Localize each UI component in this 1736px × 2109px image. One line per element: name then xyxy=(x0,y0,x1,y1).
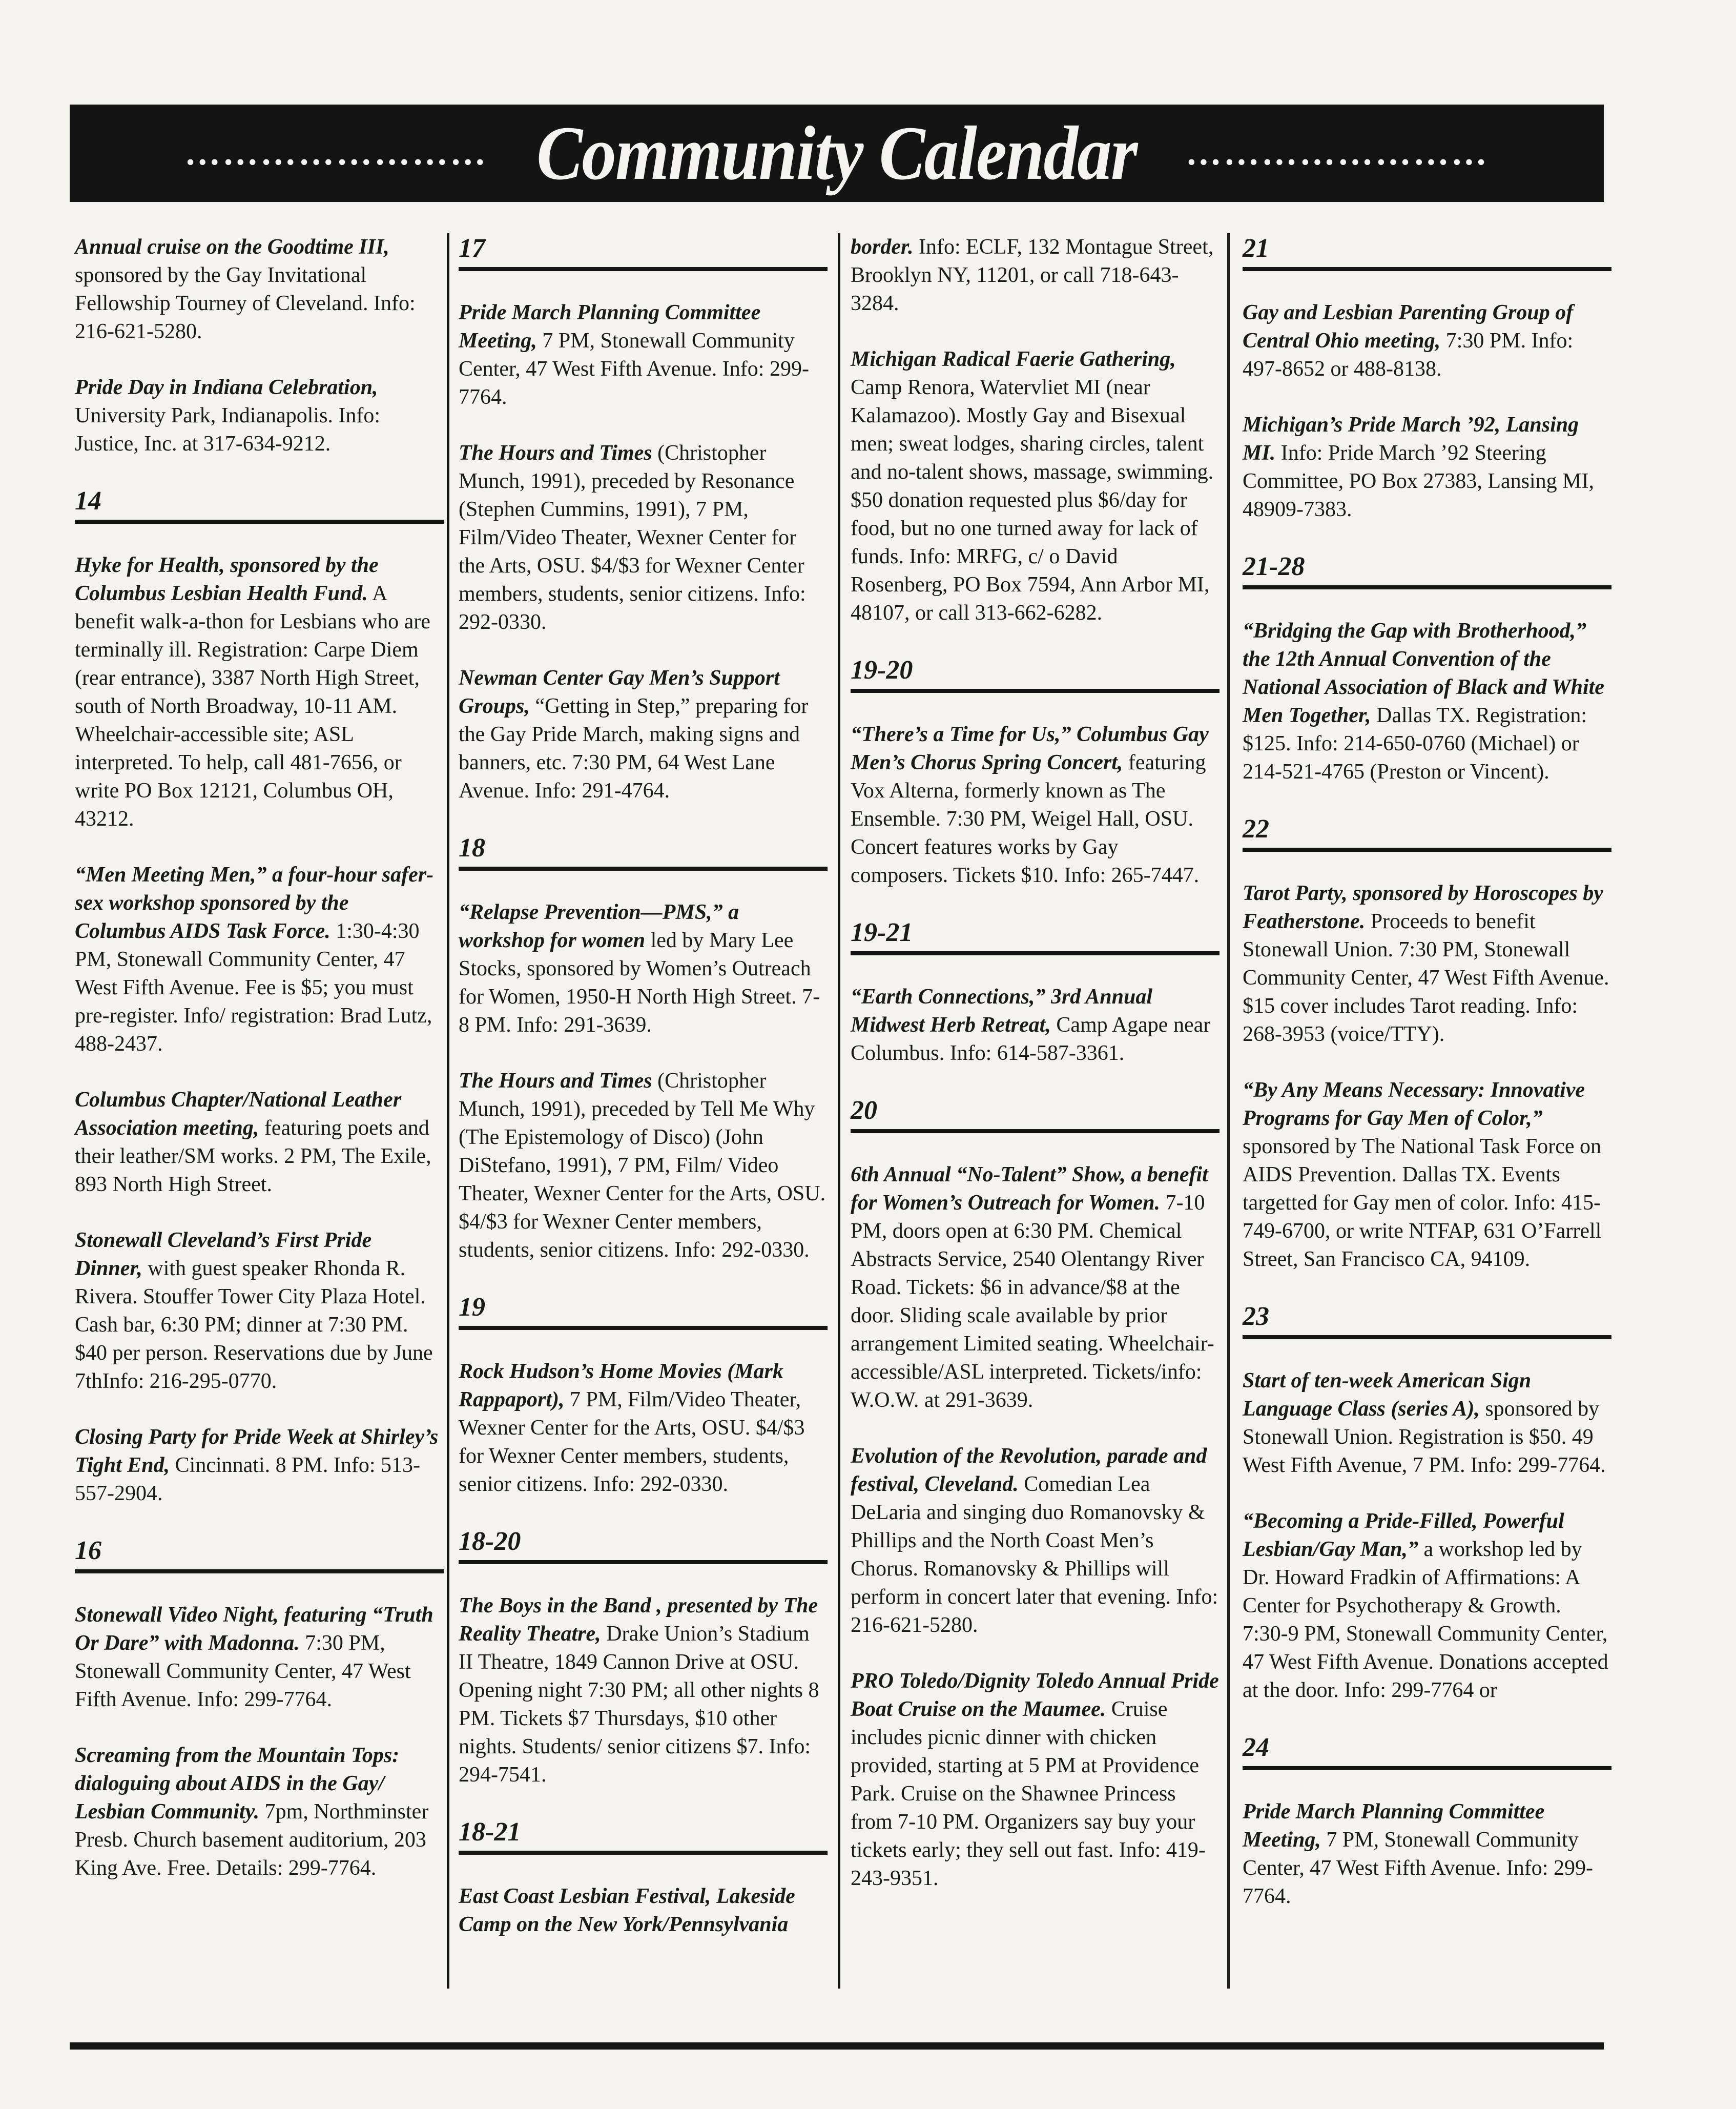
event-details: sponsored by The National Task Force on AIDS Prevention. Dallas TX. Events targetted for Gay men of color. Info: 415-749-6700, or write NTFAP, 631 O’Farrell Street, San Francisco CA, 94109. xyxy=(1243,1135,1602,1271)
event-details: 7-10 PM, doors open at 6:30 PM. Chemical Abstracts Service, 2540 Olentangy River Road. Tickets: $6 in advance/$8 at the door. Sliding scale available by prior arrangement Limited seating. Wheelchair-accessible/ASL interpreted. Tickets/info: W.O.W. at 291-3639. xyxy=(851,1191,1214,1412)
event-title: Pride March Planning Committee Meeting, xyxy=(1243,1800,1545,1852)
event-listing xyxy=(1243,1507,1611,1705)
date-label: 21-28 xyxy=(1243,552,1305,581)
event-details: Info: ECLF, 132 Montague Street, Brooklyn NY, 11201, or call 718-643-3284. xyxy=(851,235,1214,315)
event-title: East Coast Lesbian Festival, Lakeside Camp on the New York/Pennsylvania xyxy=(459,1885,795,1936)
event-title: Rock Hudson’s Home Movies (Mark Rappaport), xyxy=(459,1360,783,1411)
event-listing xyxy=(851,721,1220,890)
date-label: 19 xyxy=(459,1293,485,1322)
date-heading xyxy=(1243,233,1611,271)
event-title: The Boys in the Band , presented by The Reality Theatre, xyxy=(459,1594,818,1646)
event-title: Tarot Party, sponsored by Horoscopes by Featherstone. xyxy=(1243,882,1603,933)
event-listing xyxy=(1243,411,1611,524)
event-details: sponsored by Stonewall Union. Registration is $50. 49 West Fifth Avenue, 7 PM. Info: 299-7764. xyxy=(1243,1397,1606,1477)
event-title: “By Any Means Necessary: Innovative Programs for Gay Men of Color,” xyxy=(1243,1078,1585,1130)
event-details: 1:30-4:30 PM, Stonewall Community Center, 47 West Fifth Avenue. Fee is $5; you must pre-register. Info/ registration: Brad Lutz, 488-2437. xyxy=(75,919,432,1056)
event-title: Pride Day in Indiana Celebration, xyxy=(75,376,378,399)
event-title: Gay and Lesbian Parenting Group of Central Ohio meeting, xyxy=(1243,301,1574,353)
event-title: “Relapse Prevention—PMS,” a workshop for women xyxy=(459,900,739,952)
date-label: 16 xyxy=(75,1536,101,1565)
event-listing xyxy=(851,1667,1220,1893)
page-title: Community Calendar xyxy=(536,111,1137,196)
date-heading xyxy=(75,486,444,524)
date-label: 20 xyxy=(851,1096,877,1125)
event-details: A benefit walk-a-thon for Lesbians who are terminally ill. Registration: Carpe Diem (rear entrance), 3387 North High Street, south of North Broadway, 10-11 AM. Wheelchair-accessible site; ASL interpreted. To help, call 481-7656, or write PO Box 12121, Columbus OH, 43212. xyxy=(75,582,430,831)
event-details: Camp Renora, Watervliet MI (near Kalamazoo). Mostly Gay and Bisexual men; sweat lodges, sharing circles, talent and no-talent shows, massage, swimming. $50 donation requested plus $6/day for food, but no one turned away for lack of funds. Info: MRFG, c/ o David Rosenberg, PO Box 7594, Ann Arbor MI, 48107, or call 313-662-6282. xyxy=(851,376,1214,625)
event-title: Stonewall Video Night, featuring “Truth Or Dare” with Madonna. xyxy=(75,1603,433,1655)
event-details: sponsored by the Gay Invitational Fellowship Tourney of Cleveland. Info: 216-621-5280. xyxy=(75,263,416,343)
date-heading xyxy=(1243,1732,1611,1770)
event-listing xyxy=(1243,617,1611,786)
date-heading xyxy=(1243,1301,1611,1339)
event-details: Camp Agape near Columbus. Info: 614-587-3361. xyxy=(851,1013,1211,1065)
event-details: 7 PM, Film/Video Theater, Wexner Center for the Arts, OSU. $4/$3 for Wexner Center members, students, senior citizens. Info: 292-0330. xyxy=(459,1388,805,1496)
date-rule xyxy=(1243,267,1611,271)
event-listing xyxy=(75,374,444,458)
event-title: Newman Center Gay Men’s Support Groups, xyxy=(459,666,780,718)
event-listing xyxy=(1243,1367,1611,1480)
event-listing xyxy=(851,1442,1220,1640)
calendar-column-4 xyxy=(1243,233,1611,1938)
event-listing xyxy=(1243,299,1611,383)
event-listing xyxy=(851,345,1220,627)
column-divider xyxy=(1227,233,1230,1989)
footer-rule xyxy=(70,2042,1604,2050)
event-details: featuring Vox Alterna, formerly known as The Ensemble. 7:30 PM, Weigel Hall, OSU. Concert features works by Gay composers. Tickets $10. Info: 265-7447. xyxy=(851,751,1206,887)
event-listing xyxy=(75,1742,444,1882)
event-title: 6th Annual “No-Talent” Show, a benefit for Women’s Outreach for Women. xyxy=(851,1163,1208,1215)
calendar-column-2 xyxy=(459,233,828,1967)
event-listing xyxy=(75,1423,444,1508)
event-title: Screaming from the Mountain Tops: dialoguing about AIDS in the Gay/ Lesbian Community. xyxy=(75,1744,400,1824)
event-listing xyxy=(459,439,828,637)
event-details: 7pm, Northminster Presb. Church basement auditorium, 203 King Ave. Free. Details: 299-7764. xyxy=(75,1800,429,1880)
event-title: “Bridging the Gap with Brotherhood,” the 12th Annual Convention of the National Association of Black and White Men Together, xyxy=(1243,619,1604,727)
event-title: The Hours and Times xyxy=(459,1069,652,1093)
date-label: 17 xyxy=(459,234,485,263)
date-label: 19-21 xyxy=(851,918,913,947)
event-details: led by Mary Lee Stocks, sponsored by Women’s Outreach for Women, 1950-H North High Street. 7-8 PM. Info: 291-3639. xyxy=(459,929,820,1037)
date-label: 18-21 xyxy=(459,1817,521,1847)
event-details: Info: Pride March ’92 Steering Committee, PO Box 27383, Lansing MI, 48909-7383. xyxy=(1243,441,1594,521)
event-details: 7:30 PM. Info: 497-8652 or 488-8138. xyxy=(1243,329,1574,381)
event-listing xyxy=(851,233,1220,318)
date-rule xyxy=(459,1560,828,1564)
event-listing xyxy=(75,1226,444,1396)
date-heading xyxy=(851,1095,1220,1133)
event-title: “There’s a Time for Us,” Columbus Gay Men’s Chorus Spring Concert, xyxy=(851,723,1209,774)
event-title: Columbus Chapter/National Leather Association meeting, xyxy=(75,1088,402,1140)
event-title: Hyke for Health, sponsored by the Columbus Lesbian Health Fund. xyxy=(75,554,379,605)
event-title: “Men Meeting Men,” a four-hour safer-sex workshop sponsored by the Columbus AIDS Task Force. xyxy=(75,863,434,943)
date-heading xyxy=(459,1526,828,1564)
event-details: featuring poets and their leather/SM works. 2 PM, The Exile, 893 North High Street. xyxy=(75,1116,431,1196)
date-label: 21 xyxy=(1243,234,1269,263)
date-rule xyxy=(1243,585,1611,589)
event-title: The Hours and Times xyxy=(459,441,652,465)
date-rule xyxy=(851,951,1220,955)
date-heading xyxy=(75,1535,444,1573)
event-title: Evolution of the Revolution, parade and festival, Cleveland. xyxy=(851,1444,1207,1496)
date-label: 24 xyxy=(1243,1733,1269,1762)
event-listing xyxy=(459,1882,828,1939)
event-listing xyxy=(75,1601,444,1714)
date-label: 14 xyxy=(75,486,101,516)
date-label: 18 xyxy=(459,833,485,863)
event-details: with guest speaker Rhonda R. Rivera. Stouffer Tower City Plaza Hotel. Cash bar, 6:30 PM; dinner at 7:30 PM. $40 per person. Reservations due by June 7thInfo: 216-295-0770. xyxy=(75,1257,433,1393)
event-details: Drake Union’s Stadium II Theatre, 1849 Cannon Drive at OSU. Opening night 7:30 PM; all other nights 8 PM. Tickets $7 Thursdays, $10 other nights. Students/ senior citizens $7. Info: 294-7541. xyxy=(459,1622,819,1787)
event-listing xyxy=(1243,1076,1611,1274)
event-title: Stonewall Cleveland’s First Pride Dinner, xyxy=(75,1228,372,1280)
event-title: Start of ten-week American Sign Language Class (series A), xyxy=(1243,1369,1532,1421)
event-title: Pride March Planning Committee Meeting, xyxy=(459,301,761,353)
event-details: Cruise includes picnic dinner with chicken provided, starting at 5 PM at Providence Park. Cruise on the Shawnee Princess from 7-10 PM. Organizers say buy your tickets early; they sell out fast. Info: 419-243-9351. xyxy=(851,1697,1206,1890)
event-listing xyxy=(1243,1798,1611,1911)
column-divider xyxy=(838,233,840,1989)
event-listing xyxy=(1243,879,1611,1049)
date-heading xyxy=(851,655,1220,693)
date-heading xyxy=(459,1292,828,1330)
date-heading xyxy=(1243,551,1611,589)
event-details: University Park, Indianapolis. Info: Justice, Inc. at 317-634-9212. xyxy=(75,404,381,456)
event-details: Proceeds to benefit Stonewall Union. 7:30 PM, Stonewall Community Center, 47 West Fifth Avenue. $15 cover includes Tarot reading. Info: 268-3953 (voice/TTY). xyxy=(1243,910,1609,1046)
date-rule xyxy=(459,1326,828,1330)
event-title: border. xyxy=(851,235,914,259)
date-heading xyxy=(1243,814,1611,852)
event-listing xyxy=(75,861,444,1058)
event-details: (Christopher Munch, 1991), preceded by Resonance (Stephen Cummins, 1991), 7 PM, Film/Video Theater, Wexner Center for the Arts, OSU. $4/$3 for Wexner Center members, students, senior citizens. Info: 292-0330. xyxy=(459,441,806,634)
event-title: PRO Toledo/Dignity Toledo Annual Pride Boat Cruise on the Maumee. xyxy=(851,1669,1219,1721)
column-divider xyxy=(447,233,449,1989)
date-rule xyxy=(851,1129,1220,1133)
event-details: 7:30 PM, Stonewall Community Center, 47 West Fifth Avenue. Info: 299-7764. xyxy=(75,1631,411,1711)
date-rule xyxy=(459,1851,828,1855)
date-label: 22 xyxy=(1243,814,1269,844)
event-details: Dallas TX. Registration: $125. Info: 214-650-0760 (Michael) or 214-521-4765 (Preston or Vincent). xyxy=(1243,704,1587,784)
date-rule xyxy=(75,520,444,524)
date-rule xyxy=(1243,848,1611,852)
event-listing xyxy=(459,1358,828,1499)
event-details: 7 PM, Stonewall Community Center, 47 West Fifth Avenue. Info: 299-7764. xyxy=(459,329,809,409)
event-title: Michigan’s Pride March ’92, Lansing MI. xyxy=(1243,413,1579,465)
date-rule xyxy=(1243,1766,1611,1770)
event-details: 7 PM, Stonewall Community Center, 47 West Fifth Avenue. Info: 299-7764. xyxy=(1243,1828,1593,1908)
date-rule xyxy=(75,1569,444,1573)
event-listing xyxy=(851,1161,1220,1415)
event-listing xyxy=(459,299,828,412)
calendar-column-1 xyxy=(75,233,444,1910)
date-heading xyxy=(459,1817,828,1855)
event-listing xyxy=(459,1067,828,1264)
date-heading xyxy=(459,833,828,871)
event-title: “Earth Connections,” 3rd Annual Midwest Herb Retreat, xyxy=(851,985,1152,1037)
date-label: 19-20 xyxy=(851,656,913,685)
event-details: a workshop led by Dr. Howard Fradkin of Affirmations: A Center for Psychotherapy & Growth. 7:30-9 PM, Stonewall Community Center, 47 West Fifth Avenue. Donations accepted at the door. Info: 299-7764 or xyxy=(1243,1538,1608,1702)
event-listing xyxy=(459,898,828,1039)
date-label: 23 xyxy=(1243,1302,1269,1331)
event-title: Closing Party for Pride Week at Shirley’s Tight End, xyxy=(75,1425,439,1477)
event-listing xyxy=(75,233,444,346)
date-rule xyxy=(459,867,828,871)
event-listing xyxy=(75,1086,444,1199)
date-rule xyxy=(1243,1335,1611,1339)
event-details: Cincinnati. 8 PM. Info: 513-557-2904. xyxy=(75,1453,420,1505)
decorative-dots-left: …………………… xyxy=(184,133,488,173)
date-rule xyxy=(851,689,1220,693)
event-details: (Christopher Munch, 1991), preceded by Tell Me Why (The Epistemology of Disco) (John DiStefano, 1991), 7 PM, Film/ Video Theater, Wexner Center for the Arts, OSU. $4/$3 for Wexner Center members, students, senior citizens. Info: 292-0330. xyxy=(459,1069,826,1262)
event-listing xyxy=(75,551,444,833)
date-label: 18-20 xyxy=(459,1527,521,1556)
date-heading xyxy=(459,233,828,271)
event-listing xyxy=(459,664,828,805)
event-details: Comedian Lea DeLaria and singing duo Romanovsky & Phillips and the North Coast Men’s Chorus. Romanovsky & Phillips will perform in concert later that evening. Info: 216-621-5280. xyxy=(851,1472,1218,1637)
date-rule xyxy=(459,267,828,271)
decorative-dots-right: …………………… xyxy=(1185,133,1489,173)
header-banner xyxy=(70,105,1604,202)
event-listing xyxy=(459,1592,828,1789)
date-heading xyxy=(851,917,1220,955)
event-title: Annual cruise on the Goodtime III, xyxy=(75,235,389,259)
calendar-column-3 xyxy=(851,233,1220,1920)
event-details: “Getting in Step,” preparing for the Gay Pride March, making signs and banners, etc. 7:30 PM, 64 West Lane Avenue. Info: 291-4764. xyxy=(459,694,809,803)
event-title: Michigan Radical Faerie Gathering, xyxy=(851,347,1176,371)
event-listing xyxy=(851,983,1220,1068)
event-title: “Becoming a Pride-Filled, Powerful Lesbian/Gay Man,” xyxy=(1243,1509,1564,1561)
